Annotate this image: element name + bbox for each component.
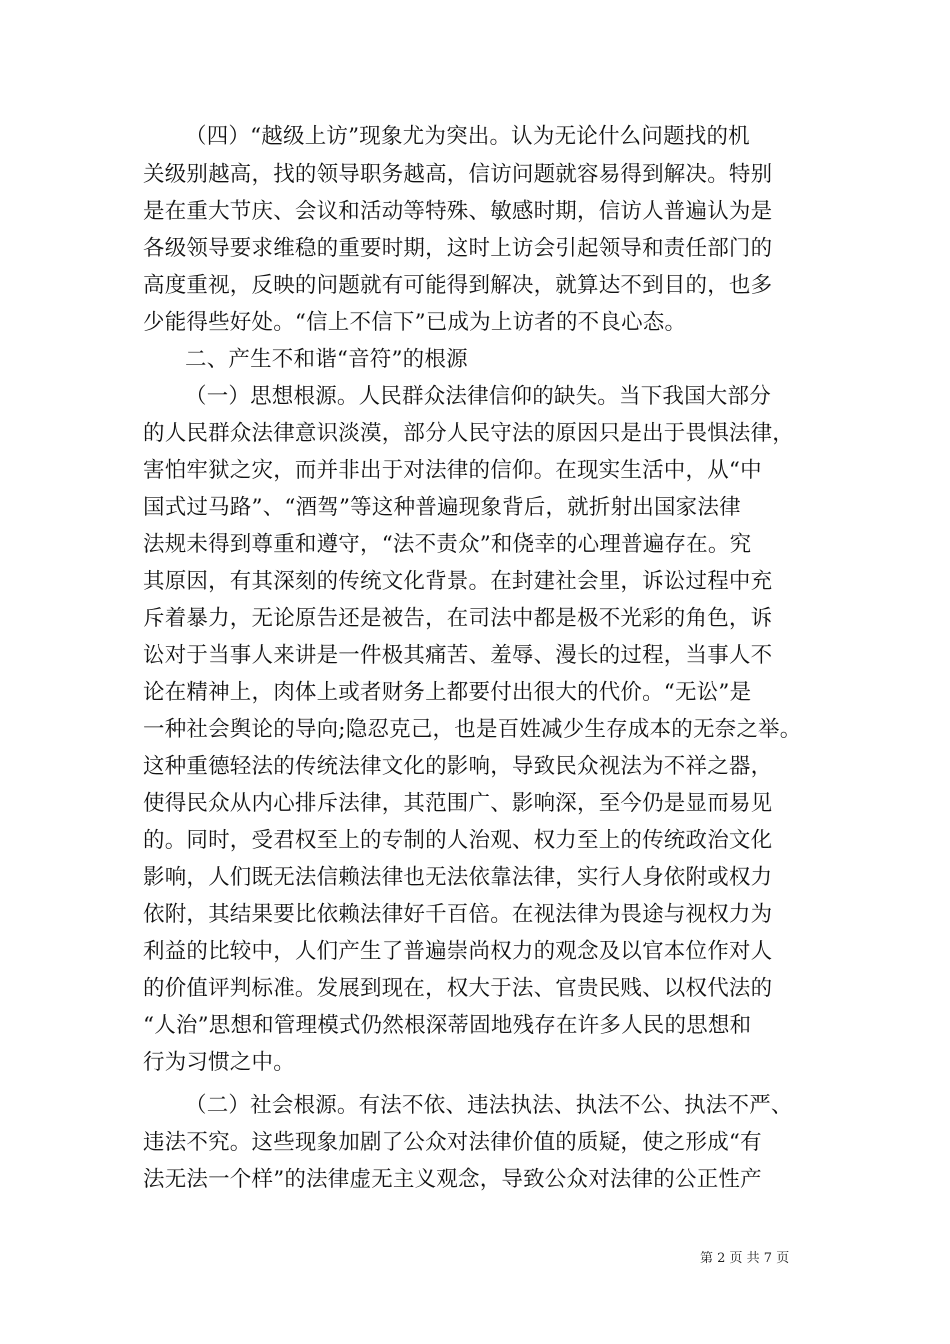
paragraph-line: 关级别越高，找的领导职务越高，信访问题就容易得到解决。特别: [143, 162, 773, 187]
paragraph-line: 害怕牢狱之灾，而并非出于对法律的信仰。在现实生活中，从“中: [143, 458, 762, 483]
paragraph-line: 法无法一个样”的法律虚无主义观念，导致公众对法律的公正性产: [143, 1167, 762, 1192]
section-heading: 二、产生不和谐“音符”的根源: [185, 347, 468, 372]
paragraph-line: 的价值评判标准。发展到现在，权大于法、官贵民贱、以权代法的: [143, 976, 773, 1001]
paragraph-line: 使得民众从内心排斥法律，其范围广、影响深，至今仍是显而易见: [143, 791, 773, 816]
paragraph-line: 法规未得到尊重和遵守，“法不责众”和侥幸的心理普遍存在。究: [143, 532, 752, 557]
paragraph-line: 违法不究。这些现象加剧了公众对法律价值的质疑，使之形成“有: [143, 1130, 762, 1155]
paragraph-line: 其原因，有其深刻的传统文化背景。在封建社会里，诉讼过程中充: [143, 569, 773, 594]
paragraph-line: 各级领导要求维稳的重要时期，这时上访会引起领导和责任部门的: [143, 236, 773, 261]
paragraph-line: 利益的比较中，人们产生了普遍崇尚权力的观念及以官本位作对人: [143, 939, 773, 964]
paragraph-line: （一）思想根源。人民群众法律信仰的缺失。当下我国大部分: [185, 384, 771, 409]
paragraph-line: 的。同时，受君权至上的专制的人治观、权力至上的传统政治文化: [143, 828, 773, 853]
paragraph-line: 这种重德轻法的传统法律文化的影响，导致民众视法为不祥之器，: [143, 754, 773, 779]
paragraph-line: 论在精神上，肉体上或者财务上都要付出很大的代价。“无讼”是: [143, 680, 752, 705]
paragraph-line: 讼对于当事人来讲是一件极其痛苦、羞辱、漫长的过程，当事人不: [143, 643, 773, 668]
paragraph-line: “人治”思想和管理模式仍然根深蒂固地残存在许多人民的思想和: [143, 1013, 752, 1038]
paragraph-line: （四）“越级上访”现象尤为突出。认为无论什么问题找的机: [185, 124, 750, 149]
paragraph-line: 影响，人们既无法信赖法律也无法依靠法律，实行人身依附或权力: [143, 865, 773, 890]
paragraph-line: 高度重视，反映的问题就有可能得到解决，就算达不到目的，也多: [143, 273, 773, 298]
page-number: 第 2 页 共 7 页: [700, 1251, 790, 1266]
paragraph-line: 的人民群众法律意识淡漠，部分人民守法的原因只是出于畏惧法律，: [143, 421, 795, 446]
paragraph-line: 少能得些好处。“信上不信下”已成为上访者的不良心态。: [143, 310, 687, 335]
paragraph-line: 一种社会舆论的导向;隐忍克己，也是百姓减少生存成本的无奈之举。: [143, 717, 802, 742]
paragraph-line: 依附，其结果要比依赖法律好千百倍。在视法律为畏途与视权力为: [143, 902, 773, 927]
paragraph-line: 国式过马路”、“酒驾”等这种普遍现象背后，就折射出国家法律: [143, 495, 741, 520]
paragraph-line: （二）社会根源。有法不依、违法执法、执法不公、执法不严、: [185, 1093, 793, 1118]
paragraph-line: 斥着暴力，无论原告还是被告，在司法中都是极不光彩的角色，诉: [143, 606, 773, 631]
paragraph-line: 行为习惯之中。: [143, 1050, 295, 1075]
paragraph-line: 是在重大节庆、会议和活动等特殊、敏感时期，信访人普遍认为是: [143, 199, 773, 224]
